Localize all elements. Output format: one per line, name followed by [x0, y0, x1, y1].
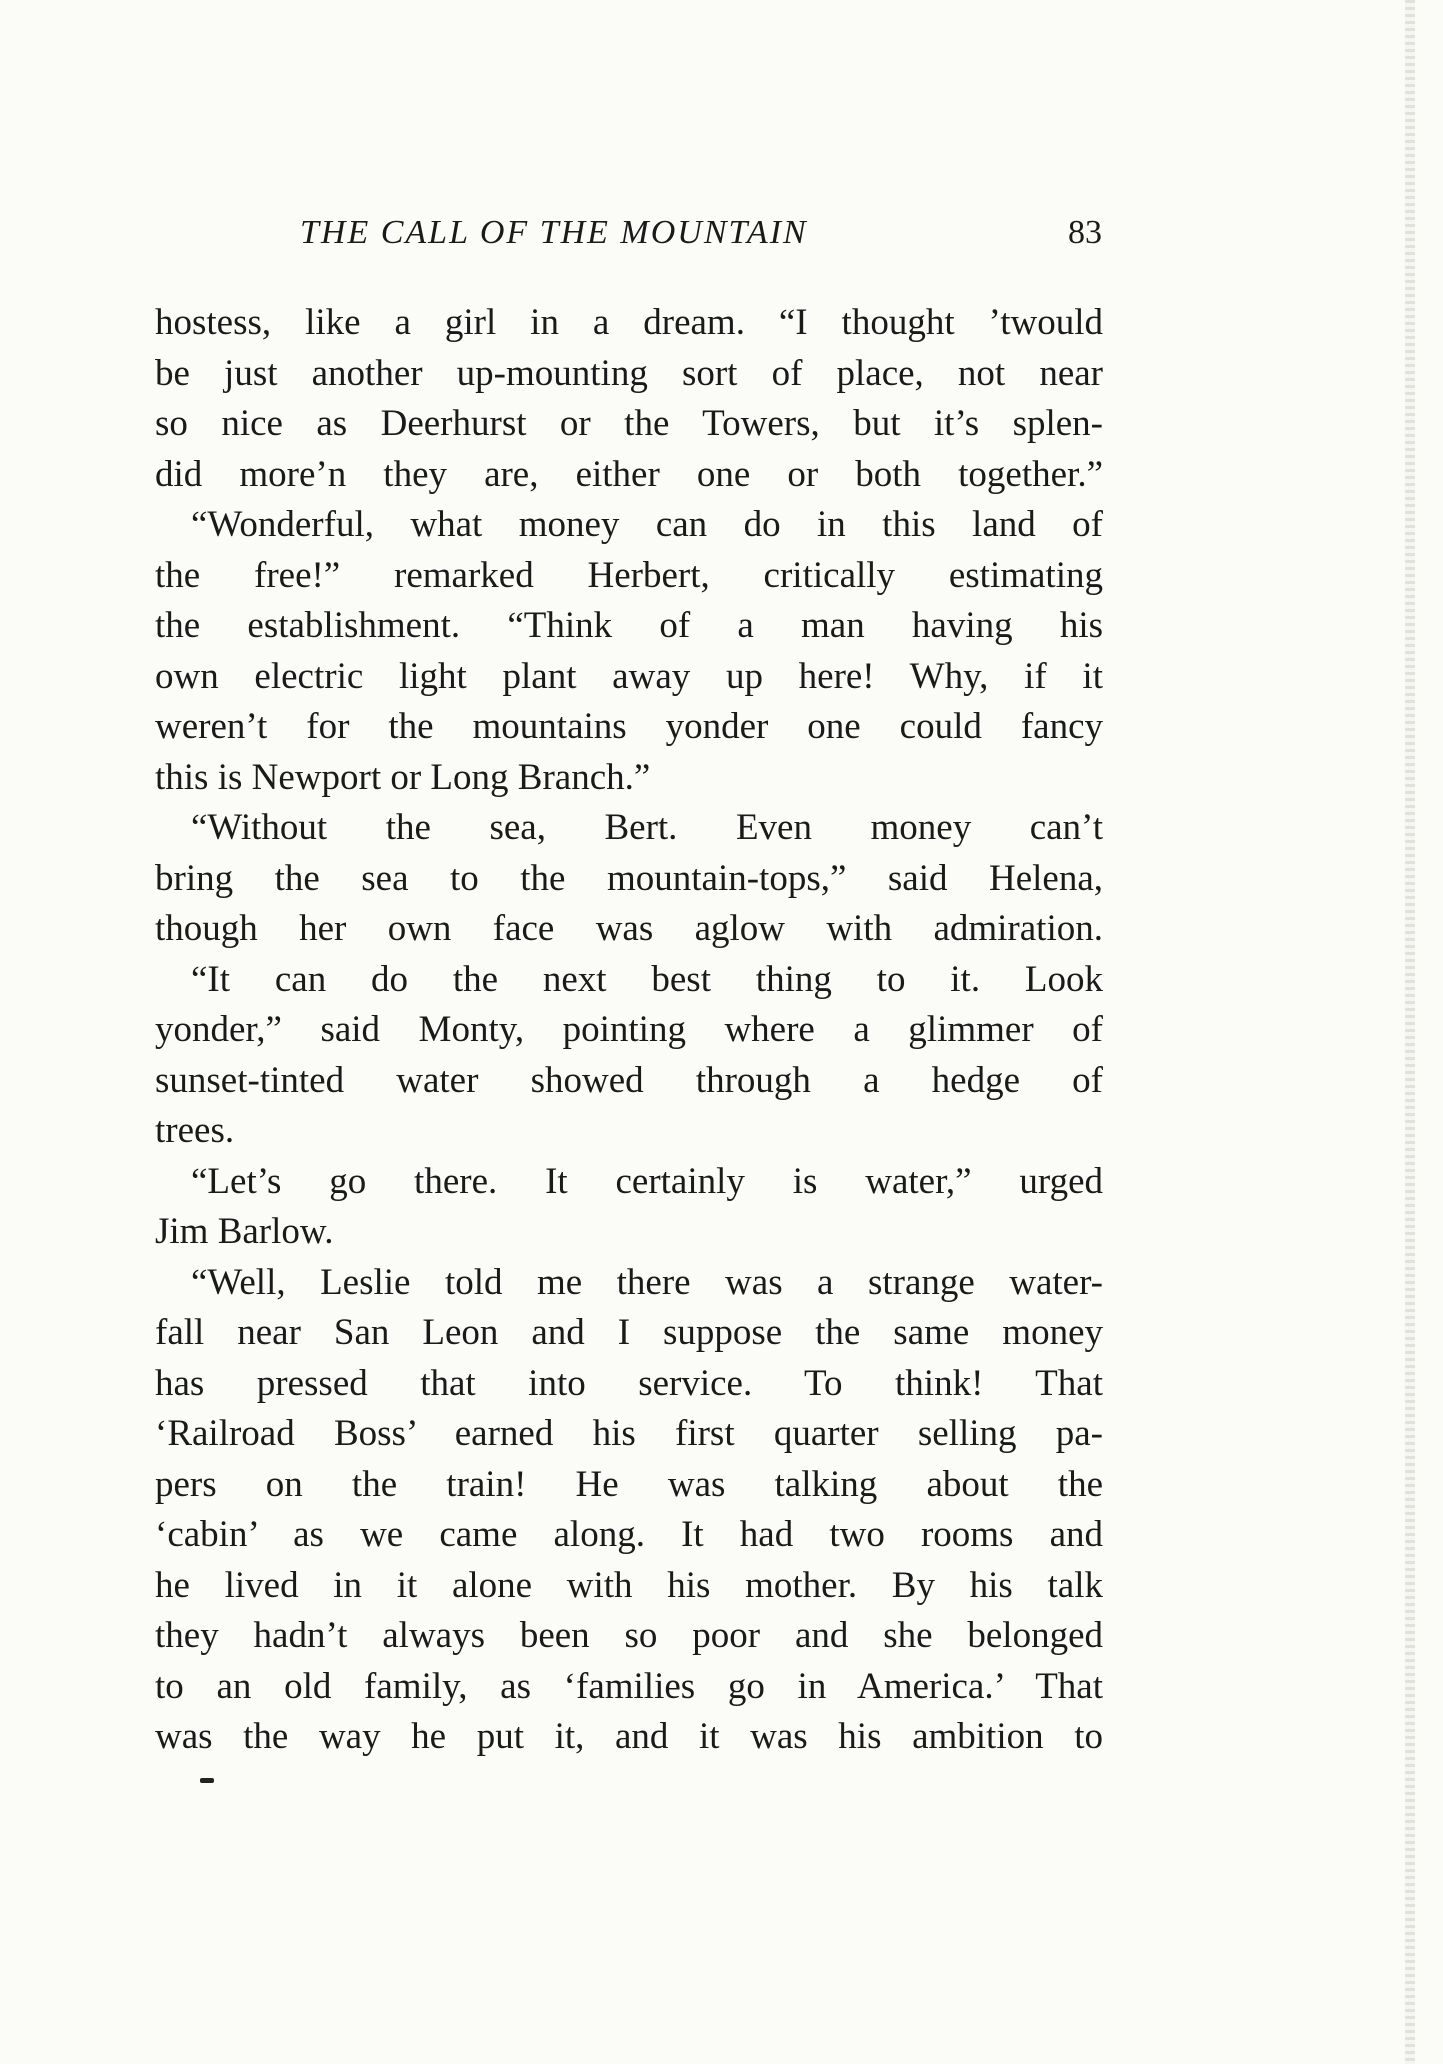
text-line: “Wonderful, what money can do in this land of — [191, 504, 1103, 545]
text-line: hostess, like a girl in a dream. “I thought ’twould — [155, 302, 1103, 343]
text-line: yonder,” said Monty, pointing where a glimmer of — [155, 1009, 1103, 1050]
text-line: be just another up-mounting sort of place, not near — [155, 352, 1103, 394]
text-line: to an old family, as ‘families go in America.’ That — [155, 1665, 1103, 1707]
text-line: ‘cabin’ as we came along. It had two rooms and — [155, 1514, 1103, 1555]
scan-mark — [200, 1778, 214, 1783]
text-line: though her own face was aglow with admiration. — [155, 908, 1103, 949]
text-line: was the way he put it, and it was his ambition to — [155, 1716, 1103, 1757]
text-line: “Well, Leslie told me there was a strange water- — [191, 1261, 1103, 1303]
text-line: fall near San Leon and I suppose the same money — [155, 1312, 1103, 1353]
text-line: Jim Barlow. — [155, 1211, 334, 1252]
page-number: 83 — [1068, 214, 1102, 251]
page-header — [300, 214, 1102, 264]
text-line: ‘Railroad Boss’ earned his first quarter selling pa- — [155, 1413, 1103, 1454]
text-line: own electric light plant away up here! Why, if it — [155, 655, 1103, 697]
text-line: did more’n they are, either one or both together.” — [155, 453, 1103, 495]
text-line: the free!” remarked Herbert, critically estimating — [155, 554, 1103, 596]
text-line: pers on the train! He was talking about the — [155, 1463, 1103, 1505]
text-line: “Let’s go there. It certainly is water,” urged — [191, 1160, 1103, 1202]
text-line: sunset-tinted water showed through a hedge of — [155, 1059, 1103, 1101]
text-line: the establishment. “Think of a man having his — [155, 605, 1103, 646]
text-line: trees. — [155, 1110, 235, 1151]
text-line: “It can do the next best thing to it. Look — [191, 958, 1103, 1000]
body-text — [155, 298, 1103, 1763]
text-line: so nice as Deerhurst or the Towers, but it’s splen- — [155, 403, 1103, 444]
text-line: bring the sea to the mountain-tops,” said Helena, — [155, 857, 1103, 899]
text-line: weren’t for the mountains yonder one could fancy — [155, 706, 1103, 747]
text-line: has pressed that into service. To think! That — [155, 1362, 1103, 1404]
text-line: he lived in it alone with his mother. By his talk — [155, 1564, 1103, 1606]
running-title: THE CALL OF THE MOUNTAIN — [300, 214, 808, 251]
text-line: “Without the sea, Bert. Even money can’t — [191, 807, 1103, 848]
text-line: they hadn’t always been so poor and she belonged — [155, 1615, 1103, 1656]
page-edge — [1405, 0, 1415, 2064]
text-line: this is Newport or Long Branch.” — [155, 756, 651, 798]
